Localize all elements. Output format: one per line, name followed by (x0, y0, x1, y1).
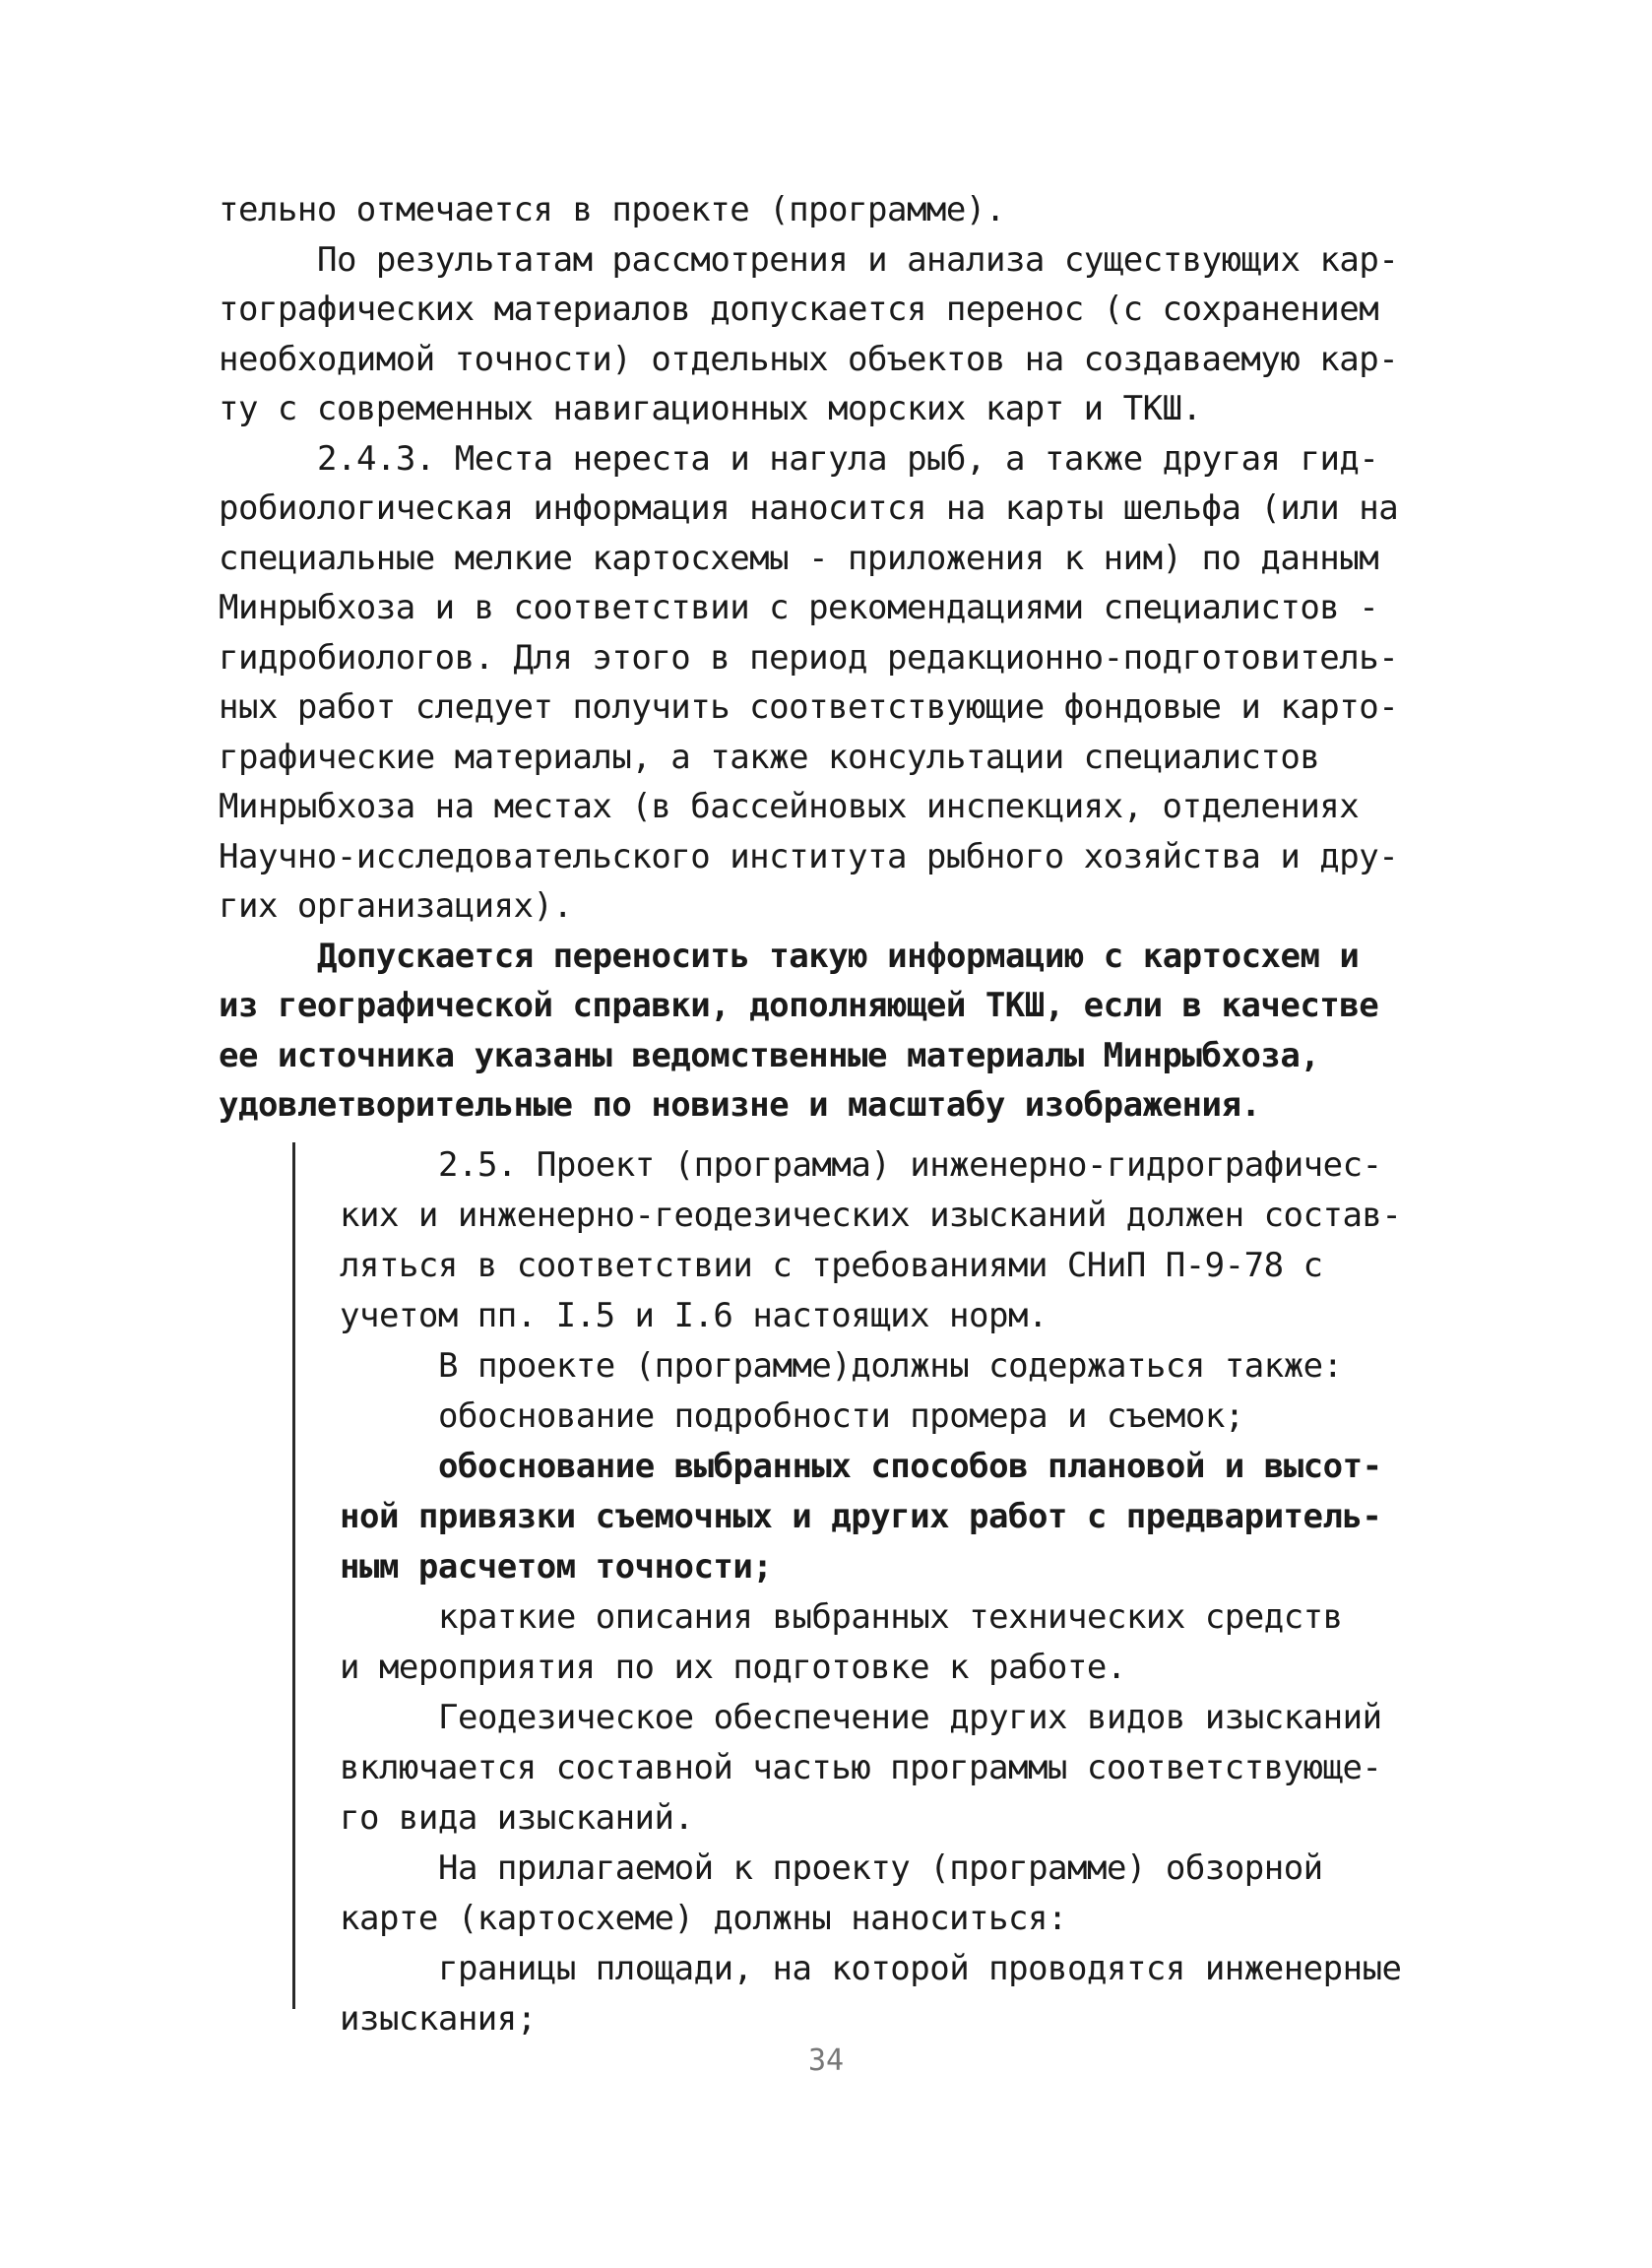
text-line: ным расчетом точности; (340, 1547, 773, 1587)
text-line: 2.5. Проект (программа) инженерно-гидрографичес- (438, 1145, 1382, 1185)
page-number: 34 (807, 2043, 845, 2078)
text-line: необходимой точности) отдельных объектов на создаваемую кар- (219, 339, 1399, 379)
text-line: графические материалы, а также консультации специалистов (219, 737, 1320, 777)
text-line: обоснование подробности промера и съемок; (438, 1396, 1244, 1436)
text-line: гидробиологов. Для этого в период редакционно-подготовитель- (219, 637, 1399, 678)
text-line: учетом пп. I.5 и I.6 настоящих норм. (340, 1296, 1048, 1335)
text-line: Научно-исследовательского института рыбного хозяйства и дру- (219, 836, 1399, 876)
text-line: Геодезическое обеспечение других видов изысканий (438, 1698, 1382, 1737)
text-line: В проекте (программе)должны содержаться также: (438, 1346, 1343, 1386)
text-line: гих организациях). (219, 886, 573, 926)
text-line: ее источника указаны ведомственные материалы Минрыбхоза, (219, 1035, 1320, 1075)
text-line: ляться в соответствии с требованиями СНиП П-9-78 с (340, 1246, 1323, 1285)
text-line: 2.4.3. Места нереста и нагула рыб, а также другая гид- (317, 438, 1379, 479)
text-line: границы площади, на которой проводятся инженерные (438, 1949, 1402, 1988)
text-line: краткие описания выбранных технических средств (438, 1597, 1343, 1637)
text-line: го вида изысканий. (340, 1798, 694, 1838)
text-line: ной привязки съемочных и других работ с предваритель- (340, 1497, 1382, 1536)
text-section-a (219, 185, 1439, 1131)
text-line: робиологическая информация наносится на карты шельфа (или на (219, 488, 1399, 528)
text-line: ных работ следует получить соответствующие фондовые и карто- (219, 687, 1399, 727)
text-line: включается составной частью программы соответствующе- (340, 1748, 1382, 1787)
text-line: По результатам рассмотрения и анализа существующих кар- (317, 239, 1399, 280)
text-line: специальные мелкие картосхемы - приложения к ним) по данным (219, 538, 1379, 578)
text-line: тельно отмечается в проекте (программе). (219, 190, 1005, 229)
text-line: тографических материалов допускается перенос (с сохранением (219, 290, 1379, 329)
text-line: Допускается переносить такую информацию с картосхем и (317, 936, 1360, 976)
text-line: На прилагаемой к проекту (программе) обзорной (438, 1848, 1323, 1888)
text-line: ту с современных навигационных морских карт и ТКШ. (219, 389, 1202, 428)
text-line: Минрыбхоза на местах (в бассейновых инспекциях, отделениях (219, 787, 1360, 826)
text-line: и мероприятия по их подготовке к работе. (340, 1648, 1126, 1687)
text-section-b (340, 1140, 1442, 2044)
text-line: карте (картосхеме) должны наноситься: (340, 1899, 1067, 1938)
text-line: обоснование выбранных способов плановой и высот- (438, 1447, 1382, 1486)
text-line: из географической справки, дополняющей ТКШ, если в качестве (219, 986, 1379, 1025)
text-line: удовлетворительные по новизне и масштабу изображения. (219, 1085, 1261, 1125)
text-line: ких и инженерно-геодезических изысканий должен состав- (340, 1196, 1402, 1235)
text-line: изыскания; (340, 1999, 537, 2039)
text-line: Минрыбхоза и в соответствии с рекомендациями специалистов - (219, 588, 1379, 627)
revision-change-bar (292, 1142, 295, 2009)
